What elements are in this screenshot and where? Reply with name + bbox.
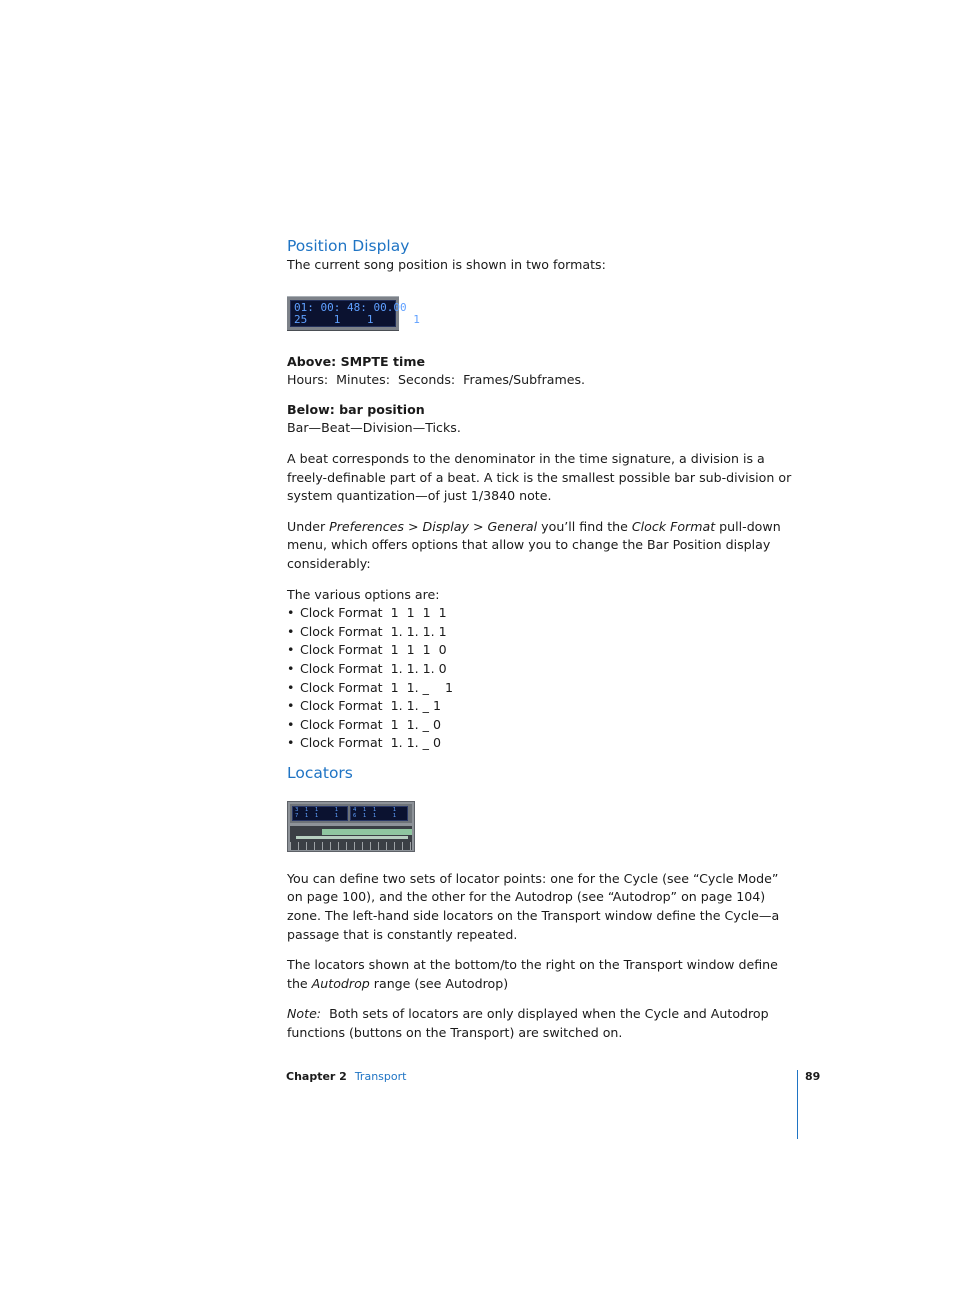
cycle-range-bar: [322, 829, 412, 835]
footer-divider: [797, 1070, 798, 1139]
page-content: [287, 236, 797, 1043]
text-run: The locators shown at the bottom/to the right on the Transport window define the: [287, 957, 778, 991]
autodrop-paragraph: [287, 956, 797, 993]
list-item: • Clock Format 1. 1. _ 1: [287, 697, 797, 716]
autodrop-locators: 4 1 1 1 6 1 1 1: [350, 806, 408, 821]
note-label: Note:: [287, 1006, 322, 1022]
position-display-image: [287, 296, 420, 331]
text-run: pull-down menu, which offers options that allow you to change the Bar Position display considerably:: [287, 518, 781, 571]
autodrop-range-bar: [296, 836, 408, 839]
locators-image: [287, 801, 415, 852]
list-item: • Clock Format 1 1 1 1: [287, 604, 797, 623]
text-run: >: [403, 518, 423, 534]
text-run: you’ll find the: [537, 518, 632, 534]
above-text: Hours: Minutes: Seconds: Frames/Subframes.: [287, 372, 586, 388]
list-item: • Clock Format 1. 1. 1. 1: [287, 623, 797, 642]
page-footer: [286, 1070, 406, 1084]
note-paragraph: [287, 1005, 797, 1042]
page-number: 89: [805, 1070, 821, 1083]
ruler-ticks: [290, 842, 412, 850]
options-intro: The various options are:: [287, 586, 440, 602]
list-item: • Clock Format 1 1 1 0: [287, 641, 797, 660]
general-term: General: [487, 518, 538, 534]
text-run: range (see Autodrop): [369, 975, 509, 991]
footer-section-link[interactable]: Transport: [354, 1070, 407, 1083]
above-label: Above: SMPTE time: [287, 353, 425, 369]
below-text: Bar—Beat—Division—Ticks.: [287, 420, 461, 436]
text-run: Both sets of locators are only displayed when the Cycle and Autodrop functions (buttons on the Transport) are switched on.: [287, 1006, 773, 1041]
preferences-paragraph: [287, 518, 797, 574]
position-display-screen: [290, 300, 420, 327]
list-item: • Clock Format 1 1. _ 0: [287, 716, 797, 735]
autodrop-term: Autodrop: [311, 975, 370, 991]
below-label: Below: bar position: [287, 401, 425, 417]
smpte-readout: 01: 00: 48: 00.00: [294, 300, 407, 314]
bar-position-readout: 25 1 1 1: [294, 313, 420, 327]
display-term: Display: [422, 518, 469, 534]
list-item: • Clock Format 1. 1. 1. 0: [287, 660, 797, 679]
position-intro: The current song position is shown in two formats:: [287, 257, 606, 272]
clock-format-term: Clock Format: [631, 518, 716, 534]
text-run: Under: [287, 518, 330, 534]
locator-ruler: [290, 826, 412, 850]
footer-chapter: Chapter 2: [286, 1070, 347, 1083]
beat-paragraph: A beat corresponds to the denominator in the time signature, a division is a freely-definable part of a beat. A tick is the smallest possible bar sub-division or system quantization—of just 1/3840 note.: [287, 450, 792, 504]
list-item: • Clock Format 1 1. _ 1: [287, 679, 797, 698]
text-run: >: [468, 518, 488, 534]
locators-paragraph: You can define two sets of locator points: one for the Cycle (see “Cycle Mode” on page 100), and the other for the Autodrop (see “Autodrop” on page 104) zone. The left-hand side locators on the Transport window define the Cycle—a passage that is constantly repeated.: [287, 870, 780, 942]
list-item: • Clock Format 1. 1. _ 0: [287, 734, 797, 753]
locator-panel: [290, 804, 412, 823]
preferences-term: Preferences: [329, 518, 404, 534]
clock-format-list: [287, 604, 797, 753]
section-heading-position-display: Position Display: [287, 237, 410, 255]
section-heading-locators: Locators: [287, 763, 353, 782]
cycle-locators: 3 1 1 1 7 1 1 1: [292, 806, 348, 821]
